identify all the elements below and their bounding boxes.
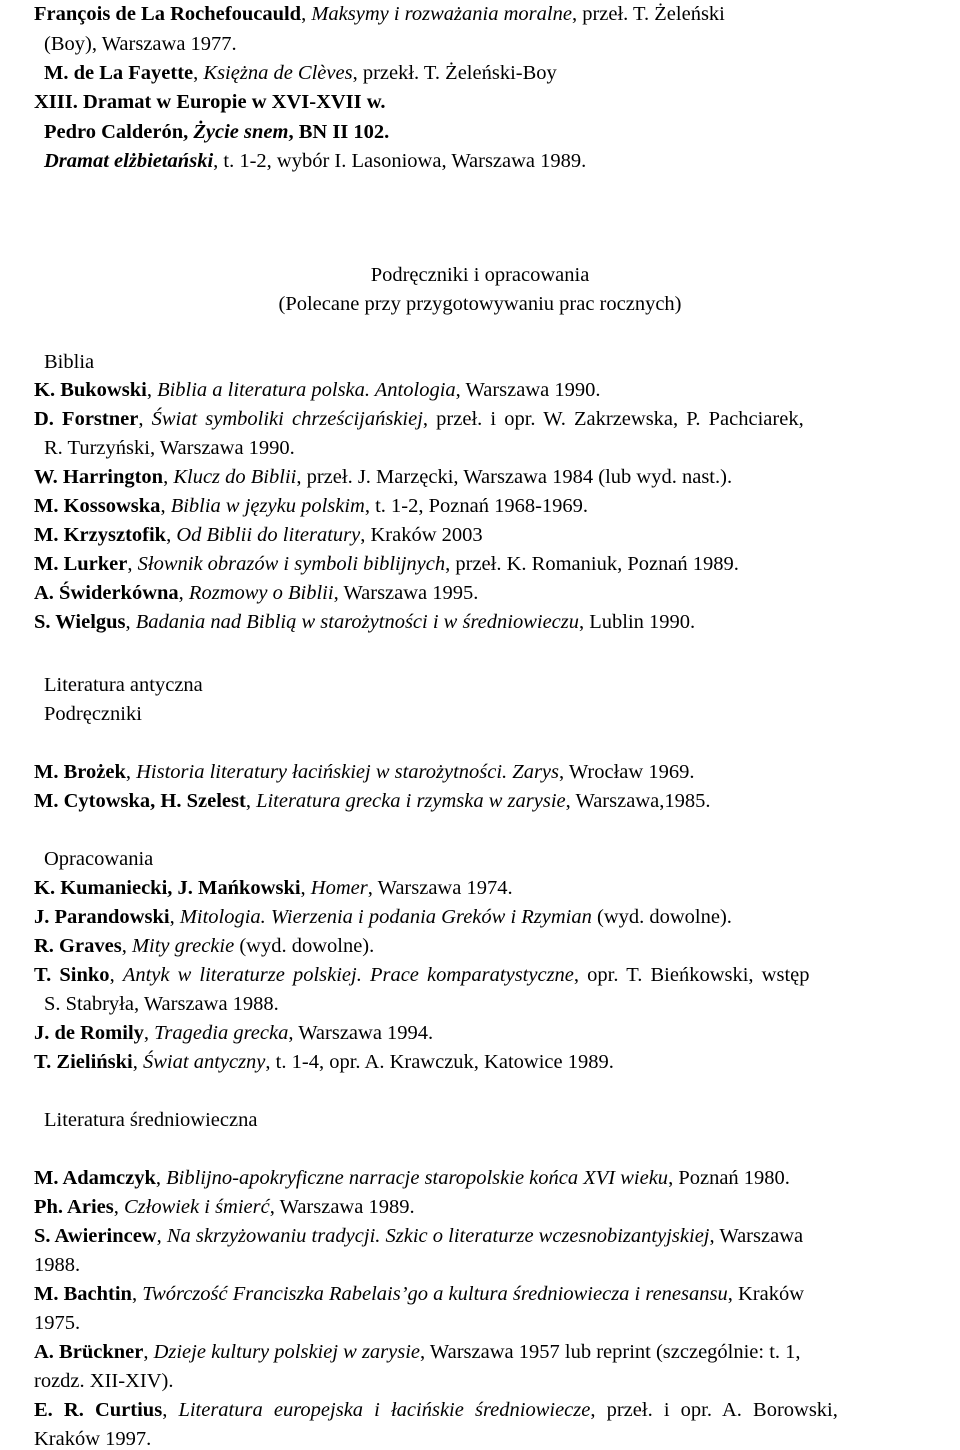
separator: , xyxy=(127,553,138,575)
author: J. Parandowski xyxy=(34,906,170,928)
details: , Warszawa 1990. xyxy=(455,379,601,401)
details: , Warszawa 1974. xyxy=(367,877,513,899)
separator: , xyxy=(156,1225,167,1247)
details: , Lublin 1990. xyxy=(579,611,696,633)
subsection-heading-biblia: Biblia xyxy=(44,351,95,373)
entry-zielinski xyxy=(34,1052,614,1073)
author: M. Kossowska xyxy=(34,495,161,517)
entry-lurker xyxy=(34,554,739,575)
details: , Warszawa 1995. xyxy=(333,582,479,604)
title: Życie snem xyxy=(193,121,289,143)
separator: , xyxy=(121,935,132,957)
entry-calderon xyxy=(44,122,389,143)
separator: , xyxy=(300,877,311,899)
title: Dramat elżbietański xyxy=(44,150,214,172)
author: M. de La Fayette xyxy=(44,62,194,84)
title: Tragedia grecka xyxy=(154,1022,289,1044)
subsection-label-opracowania: Opracowania xyxy=(44,848,154,870)
details: , przeł. J. Marzęcki, Warszawa 1984 (lub wyd. nast.). xyxy=(296,466,733,488)
separator: , xyxy=(131,1283,143,1305)
separator: , xyxy=(245,790,257,812)
entry-kumaniecki xyxy=(34,878,513,899)
separator: , xyxy=(162,1399,179,1421)
details: , przeł. i opr. W. Zakrzewska, P. Pachciarek, xyxy=(422,408,804,430)
title: Dzieje kultury polskiej w zarysie xyxy=(153,1341,421,1363)
title: Księżna de Clèves xyxy=(203,62,353,84)
entry-swiderkowna xyxy=(34,583,478,604)
title: Twórczość Franciszka Rabelais’go a kultura średniowiecza i renesansu xyxy=(142,1283,728,1305)
entry-rochefoucauld xyxy=(34,4,725,25)
author: M. Krzysztofik xyxy=(34,524,167,546)
title: Literatura europejska i łacińskie średniowiecze xyxy=(178,1399,591,1421)
entry-parandowski xyxy=(34,907,732,928)
author: K. Kumaniecki, J. Mańkowski xyxy=(34,877,301,899)
separator: , xyxy=(169,906,180,928)
title: Biblia w języku polskim xyxy=(170,495,365,517)
author: T. Zieliński xyxy=(34,1051,133,1073)
entry-bruckner xyxy=(34,1342,801,1363)
details: , Warszawa 1957 lub reprint (szczególnie: t. 1, xyxy=(420,1341,801,1363)
entry-continuation: S. Stabryła, Warszawa 1988. xyxy=(44,993,279,1015)
details: , przeł. K. Romaniuk, Poznań 1989. xyxy=(445,553,739,575)
entry-sinko xyxy=(34,965,810,986)
separator: , xyxy=(125,761,137,783)
author: Ph. Aries xyxy=(34,1196,114,1218)
title: Na skrzyżowaniu tradycji. Szkic o literaturze wczesnobizantyjskiej xyxy=(166,1225,710,1247)
subsection-heading-antyk: Literatura antyczna xyxy=(44,674,203,696)
details: , t. 1-4, opr. A. Krawczuk, Katowice 1989. xyxy=(265,1051,614,1073)
title: Biblijno-apokryficzne narracje staropolskie końca XVI wieku xyxy=(166,1167,669,1189)
details: , Warszawa,1985. xyxy=(565,790,711,812)
entry-forstner xyxy=(34,409,804,430)
section-subtitle: (Polecane przy przygotowywaniu prac rocznych) xyxy=(278,293,682,315)
section-heading-dramat: XIII. Dramat w Europie w XVI-XVII w. xyxy=(34,91,386,113)
author: J. de Romily xyxy=(34,1022,144,1044)
separator: , xyxy=(109,964,123,986)
entry-harrington xyxy=(34,467,732,488)
entry-aries xyxy=(34,1197,415,1218)
title: Mity greckie xyxy=(131,935,235,957)
entry-continuation: 1975. xyxy=(34,1312,81,1334)
details: , Wrocław 1969. xyxy=(559,761,695,783)
title: Rozmowy o Biblii xyxy=(188,582,334,604)
author: A. Brückner xyxy=(34,1341,144,1363)
author: W. Harrington xyxy=(34,466,164,488)
entry-bukowski xyxy=(34,380,601,401)
details: (wyd. dowolne). xyxy=(234,935,375,957)
details: , t. 1-2, Poznań 1968-1969. xyxy=(364,495,589,517)
title: Badania nad Biblią w starożytności i w średniowieczu xyxy=(135,611,579,633)
details: , Poznań 1980. xyxy=(668,1167,790,1189)
separator: , xyxy=(113,1196,124,1218)
separator: , xyxy=(146,379,158,401)
entry-wielgus xyxy=(34,612,695,633)
details: , Kraków 2003 xyxy=(360,524,483,546)
author: R. Graves xyxy=(34,935,122,957)
author: D. Forstner xyxy=(34,408,139,430)
author: E. R. Curtius xyxy=(34,1399,163,1421)
author: S. Awierincew xyxy=(34,1225,157,1247)
entry-continuation: 1988. xyxy=(34,1254,81,1276)
title: Maksymy i rozważania moralne xyxy=(311,3,572,25)
author: M. Adamczyk xyxy=(34,1167,156,1189)
entry-krzysztofik xyxy=(34,525,483,546)
author: M. Lurker xyxy=(34,553,128,575)
title: Homer xyxy=(310,877,368,899)
details: , przeł. i opr. A. Borowski, xyxy=(590,1399,838,1421)
entry-la-fayette xyxy=(44,63,557,84)
entry-continuation: rozdz. XII-XIV). xyxy=(34,1370,174,1392)
separator: , xyxy=(166,524,177,546)
details: , t. 1-2, wybór I. Lasoniowa, Warszawa 1989. xyxy=(213,150,587,172)
title: Człowiek i śmierć xyxy=(123,1196,270,1218)
separator: , xyxy=(178,582,189,604)
author: K. Bukowski xyxy=(34,379,147,401)
entry-continuation: R. Turzyński, Warszawa 1990. xyxy=(44,437,295,459)
title: Mitologia. Wierzenia i podania Greków i Rzymian xyxy=(179,906,592,928)
details: , Kraków xyxy=(727,1283,805,1305)
entry-curtius xyxy=(34,1400,838,1421)
title: Antyk w literaturze polskiej. Prace komparatystyczne xyxy=(122,964,574,986)
entry-dramat-elzbietanski xyxy=(44,151,586,172)
entry-cytowska-szelest xyxy=(34,791,710,812)
author: M. Cytowska, H. Szelest xyxy=(34,790,246,812)
separator: , xyxy=(143,1022,155,1044)
entry-continuation: (Boy), Warszawa 1977. xyxy=(44,33,237,55)
details: , Warszawa 1994. xyxy=(288,1022,434,1044)
author: A. Świderkówna xyxy=(34,582,179,604)
author: S. Wielgus xyxy=(34,611,126,633)
separator: , xyxy=(163,466,174,488)
title: Literatura grecka i rzymska w zarysie xyxy=(256,790,566,812)
title: Słownik obrazów i symboli biblijnych xyxy=(137,553,446,575)
details: , przeł. T. Żeleński xyxy=(571,3,725,25)
subsection-label-podreczniki: Podręczniki xyxy=(44,703,142,725)
title: Świat symboliki chrześcijańskiej xyxy=(151,408,423,430)
separator: , xyxy=(143,1341,154,1363)
entry-kossowska xyxy=(34,496,588,517)
details: , opr. T. Bieńkowski, wstęp xyxy=(573,964,810,986)
author: François de La Rochefoucauld xyxy=(34,3,302,25)
separator: , xyxy=(301,3,312,25)
entry-romily xyxy=(34,1023,433,1044)
entry-brozek xyxy=(34,762,694,783)
author: T. Sinko xyxy=(34,964,110,986)
details: (wyd. dowolne). xyxy=(591,906,732,928)
entry-bachtin xyxy=(34,1284,804,1305)
author: Pedro Calderón, xyxy=(44,121,194,143)
title: Klucz do Biblii xyxy=(173,466,297,488)
details: , Warszawa 1989. xyxy=(269,1196,415,1218)
details: , przekł. T. Żeleński-Boy xyxy=(352,62,557,84)
separator: , xyxy=(155,1167,167,1189)
separator: , xyxy=(125,611,136,633)
author: M. Brożek xyxy=(34,761,126,783)
separator: , xyxy=(138,408,152,430)
separator: , xyxy=(132,1051,143,1073)
author: M. Bachtin xyxy=(34,1283,132,1305)
title: Świat antyczny xyxy=(143,1051,266,1073)
subsection-heading-sredniowiecze: Literatura średniowieczna xyxy=(44,1109,258,1131)
title: Od Biblii do literatury xyxy=(176,524,361,546)
entry-adamczyk xyxy=(34,1168,790,1189)
section-title: Podręczniki i opracowania xyxy=(370,264,590,286)
entry-awierincew xyxy=(34,1226,803,1247)
details: , BN II 102. xyxy=(288,121,390,143)
entry-continuation: Kraków 1997. xyxy=(34,1428,152,1450)
entry-graves xyxy=(34,936,374,957)
title: Biblia a literatura polska. Antologia xyxy=(157,379,456,401)
separator: , xyxy=(160,495,171,517)
separator: , xyxy=(193,62,204,84)
title: Historia literatury łacińskiej w starożytności. Zarys xyxy=(136,761,560,783)
details: , Warszawa xyxy=(709,1225,804,1247)
